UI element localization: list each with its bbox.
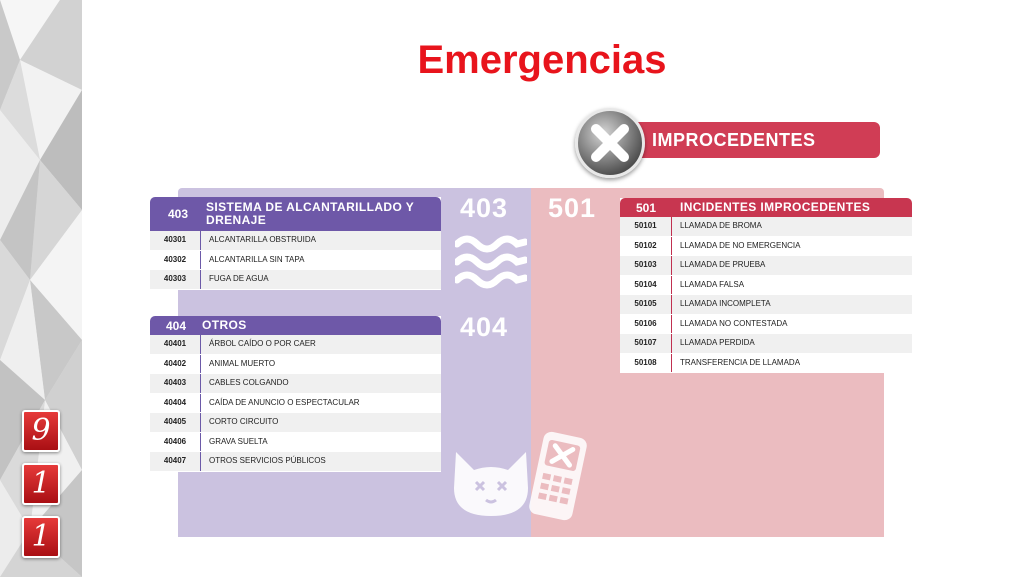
- page-title: Emergencias: [417, 38, 667, 82]
- table-501: [620, 198, 912, 373]
- digit-badge-1: 1: [22, 463, 60, 505]
- digit-badge-1b: 1: [22, 516, 60, 558]
- row-code: 40405: [150, 413, 201, 432]
- row-code: 40406: [150, 433, 201, 452]
- row-desc: CABLES COLGANDO: [209, 378, 289, 387]
- row-desc: CORTO CIRCUITO: [209, 417, 279, 426]
- table-row: [150, 231, 441, 251]
- table-403-code: 403: [167, 207, 189, 221]
- row-desc: LLAMADA PERDIDA: [680, 338, 755, 347]
- row-code: 50103: [620, 256, 672, 275]
- table-403-title: SISTEMA DE ALCANTARILLADO Y DRENAJE: [206, 200, 414, 227]
- table-row: [150, 355, 441, 375]
- row-code: 50101: [620, 217, 672, 236]
- row-code: 50104: [620, 276, 672, 295]
- table-row: [150, 452, 441, 472]
- row-desc: LLAMADA FALSA: [680, 279, 745, 289]
- water-waves-icon: [455, 232, 527, 290]
- table-404-header: [150, 316, 441, 335]
- table-row: [620, 334, 912, 354]
- table-404-body: [150, 335, 441, 472]
- row-code: 50105: [620, 295, 672, 314]
- row-code: 40403: [150, 374, 201, 393]
- row-code: 40301: [150, 231, 201, 250]
- row-code: 40402: [150, 355, 201, 374]
- table-row: [150, 251, 441, 271]
- row-code: 50106: [620, 315, 672, 334]
- row-desc: ÁRBOL CAÍDO O POR CAER: [209, 339, 316, 348]
- row-desc: CAÍDA DE ANUNCIO O ESPECTACULAR: [209, 397, 360, 407]
- row-desc: OTROS SERVICIOS PÚBLICOS: [209, 456, 326, 465]
- row-code: 50107: [620, 334, 672, 353]
- cancelled-phone-icon: [528, 430, 588, 522]
- row-code: 50102: [620, 237, 672, 256]
- table-403-body: [150, 231, 441, 290]
- table-row: [620, 315, 912, 335]
- table-row: [620, 354, 912, 374]
- table-404-code: 404: [165, 318, 187, 333]
- left-decoration: [0, 0, 82, 577]
- table-501-body: [620, 217, 912, 373]
- table-row: [150, 413, 441, 433]
- improcedentes-label: IMPROCEDENTES: [652, 130, 816, 150]
- x-mark-icon: [575, 108, 645, 178]
- table-row: [150, 394, 441, 414]
- table-row: [150, 433, 441, 453]
- row-code: 40303: [150, 270, 201, 289]
- table-row: [150, 270, 441, 290]
- big-number-403: 403: [460, 193, 509, 223]
- row-desc: ALCANTARILLA OBSTRUIDA: [209, 235, 316, 244]
- row-code: 40401: [150, 335, 201, 354]
- big-number-501: 501: [548, 193, 597, 223]
- table-row: [150, 335, 441, 355]
- table-403-header: [150, 197, 441, 231]
- row-desc: FUGA DE AGUA: [209, 274, 269, 283]
- table-row: [620, 276, 912, 296]
- row-desc: ANIMAL MUERTO: [209, 358, 276, 368]
- table-404: [150, 316, 441, 472]
- row-desc: LLAMADA DE BROMA: [680, 221, 762, 230]
- table-403: [150, 197, 441, 290]
- table-row: [620, 237, 912, 257]
- row-desc: ALCANTARILLA SIN TAPA: [209, 254, 305, 264]
- row-code: 40302: [150, 251, 201, 270]
- table-501-title: INCIDENTES IMPROCEDENTES: [680, 200, 871, 214]
- row-code: 50108: [620, 354, 672, 373]
- row-desc: TRANSFERENCIA DE LLAMADA: [680, 357, 801, 367]
- row-desc: LLAMADA NO CONTESTADA: [680, 318, 788, 328]
- table-404-title: OTROS: [202, 318, 247, 332]
- row-code: 40404: [150, 394, 201, 413]
- row-code: 40407: [150, 452, 201, 471]
- table-row: [620, 217, 912, 237]
- row-desc: GRAVA SUELTA: [209, 436, 268, 446]
- table-row: [620, 295, 912, 315]
- table-501-code: 501: [635, 200, 657, 215]
- big-number-404: 404: [460, 312, 509, 342]
- dead-cat-icon: [450, 448, 532, 520]
- table-501-header: [620, 198, 912, 217]
- row-desc: LLAMADA DE NO EMERGENCIA: [680, 240, 801, 250]
- table-row: [150, 374, 441, 394]
- row-desc: LLAMADA DE PRUEBA: [680, 260, 766, 269]
- digit-badge-9: 9: [22, 410, 60, 452]
- table-row: [620, 256, 912, 276]
- row-desc: LLAMADA INCOMPLETA: [680, 299, 771, 308]
